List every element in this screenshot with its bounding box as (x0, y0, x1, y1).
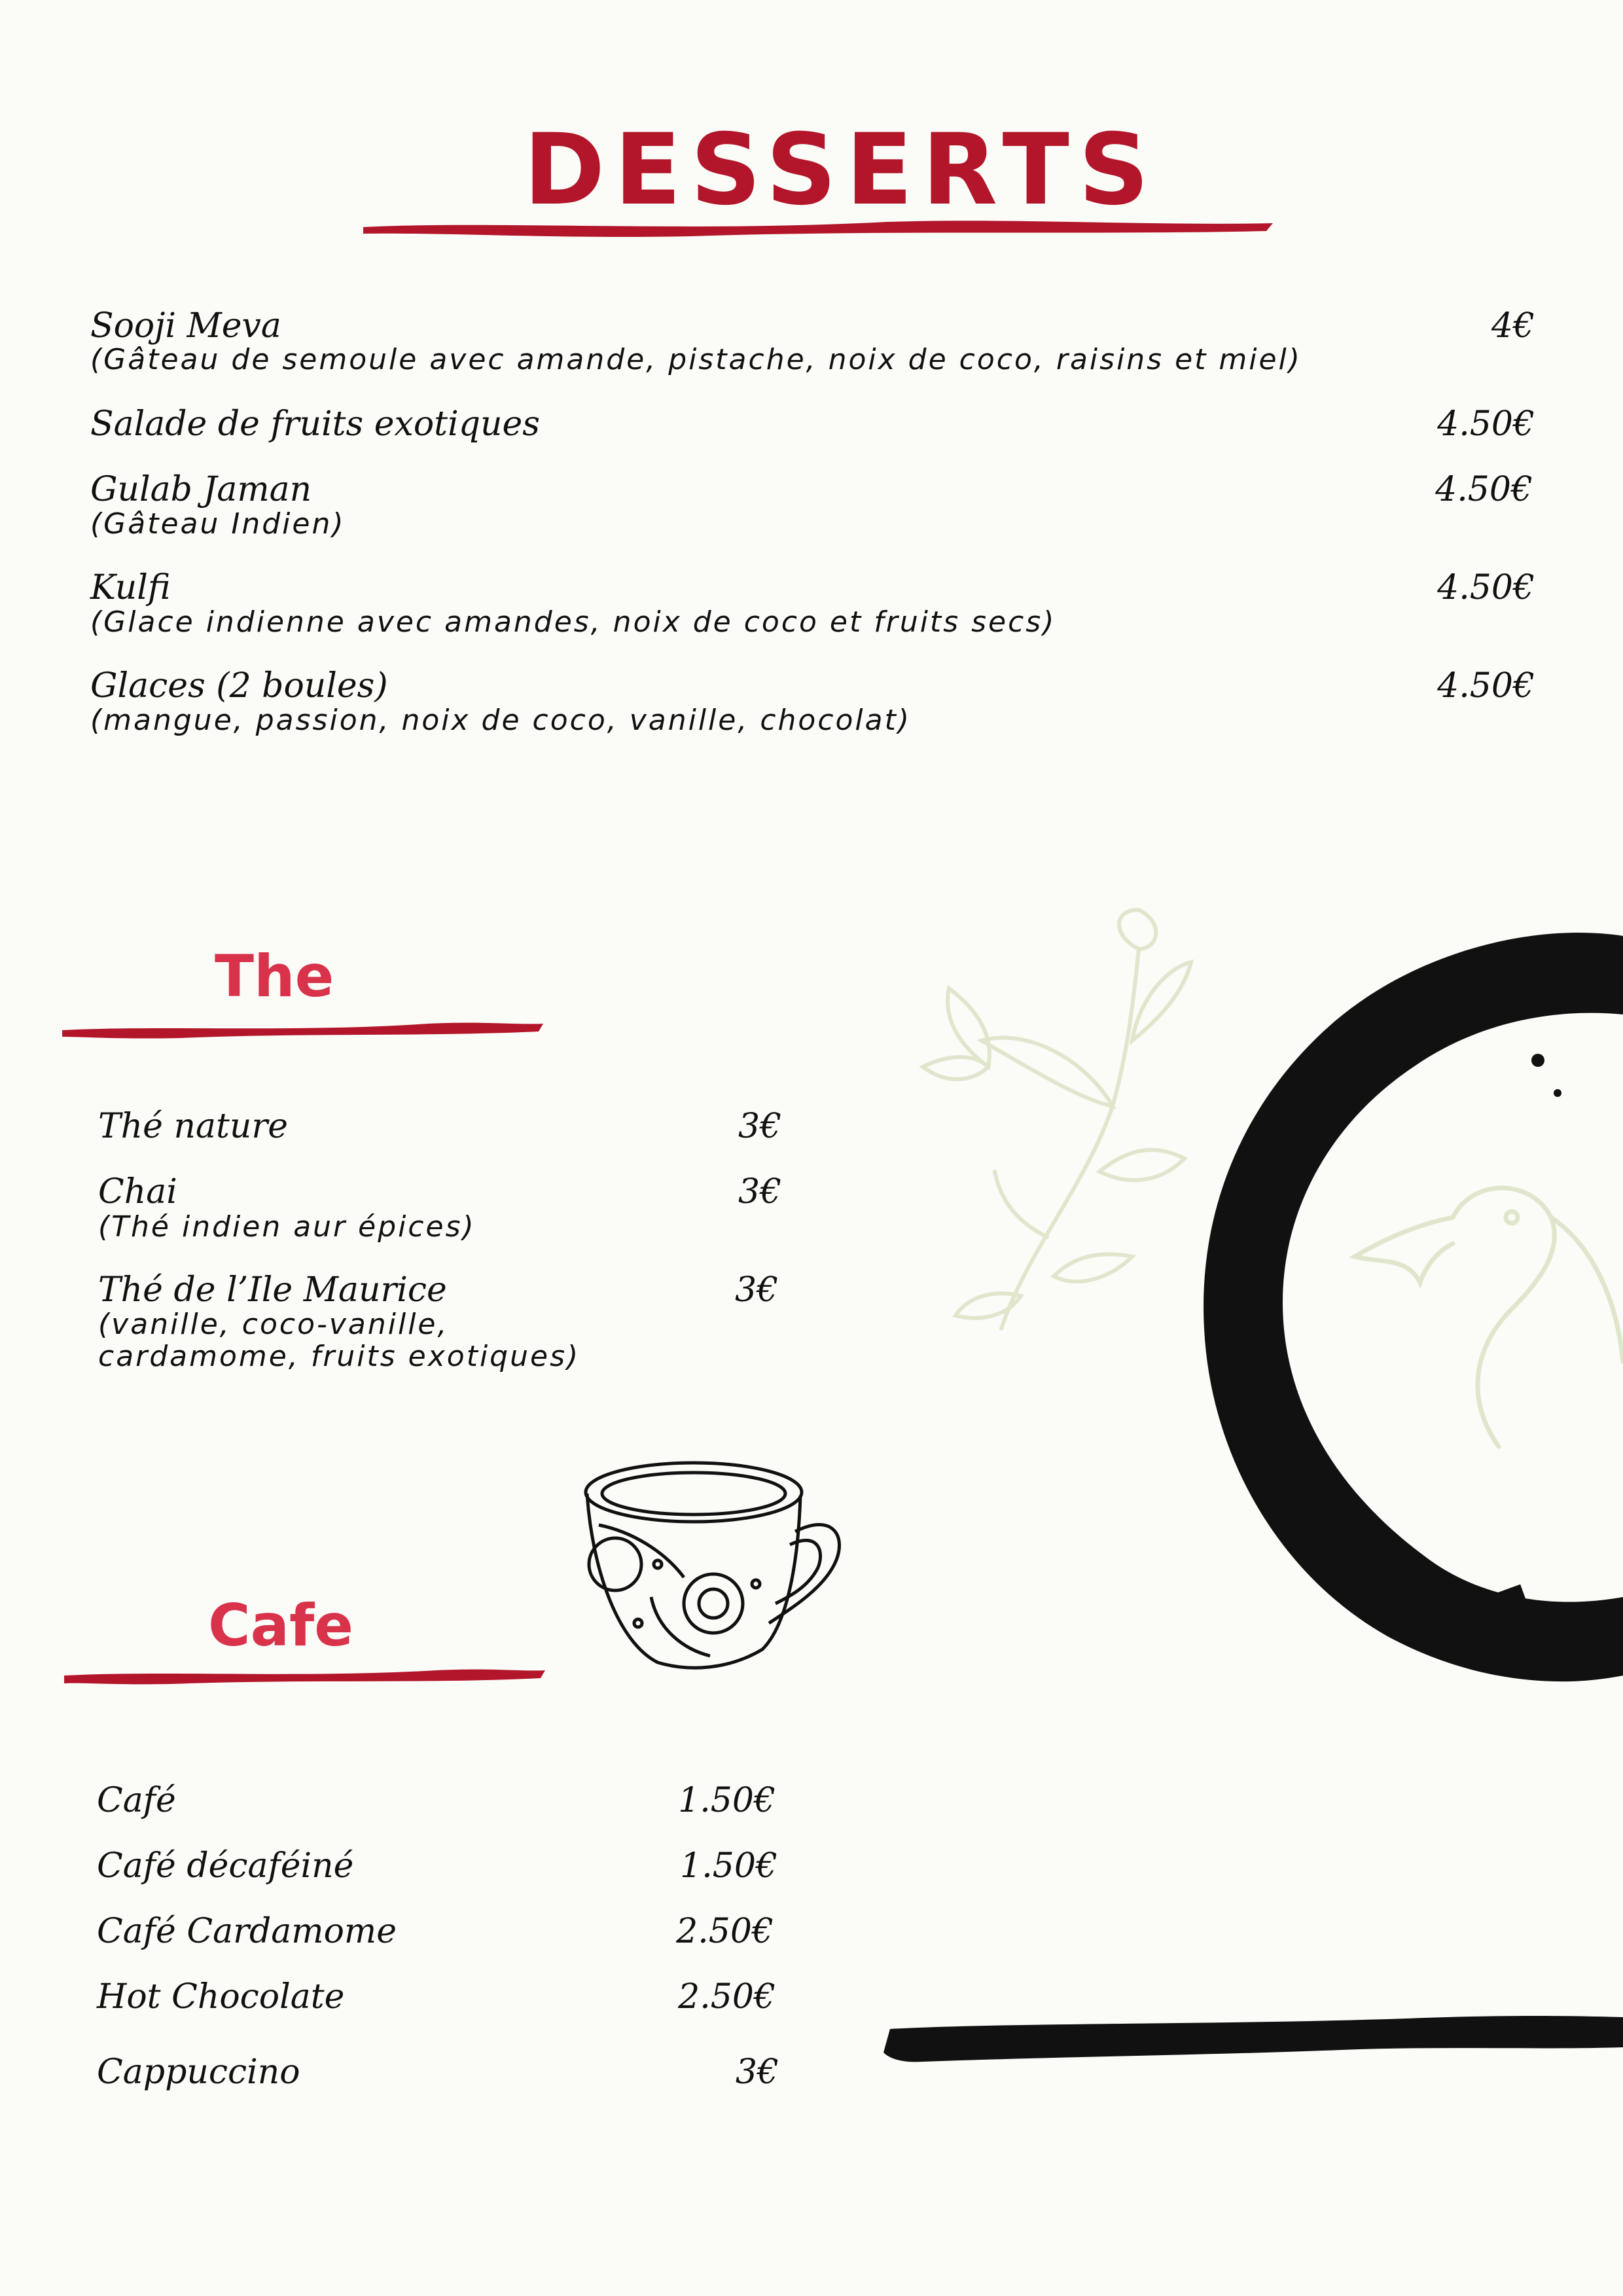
tea-item-desc: cardamome, fruits exotiques) (98, 1340, 580, 1373)
dessert-item-name: Gulab Jaman (90, 470, 312, 509)
coffee-item-price: 2.50€ (678, 1977, 776, 2017)
coffee-item-price: 1.50€ (680, 1846, 777, 1886)
coffee-item-name: Hot Chocolate (97, 1977, 345, 2017)
coffee-item-price: 1.50€ (678, 1781, 776, 1820)
coffee-item-name: Cappuccino (97, 2053, 300, 2092)
tea-item-price: 3€ (735, 1270, 779, 1310)
tea-cup-icon (579, 1453, 854, 1676)
dessert-item-price: 4.50€ (1437, 568, 1535, 607)
coffee-item-price: 3€ (735, 2053, 779, 2092)
tea-item-desc: (Thé indien aur épices) (98, 1210, 476, 1244)
the-title: The (215, 942, 334, 1010)
coffee-item-price: 2.50€ (676, 1912, 774, 1951)
leaf-branch-icon (916, 910, 1198, 1335)
desserts-title: DESSERTS (524, 113, 1158, 227)
coffee-item-name: Café décaféiné (97, 1846, 354, 1886)
tea-item-name: Chai (98, 1172, 177, 1211)
coffee-item-name: Café (97, 1781, 176, 1820)
tea-item-price: 3€ (738, 1172, 782, 1211)
dessert-item-price: 4.50€ (1437, 404, 1535, 444)
brush-stroke-icon (64, 1662, 545, 1686)
dessert-item-desc: (mangue, passion, noix de coco, vanille, chocolat) (90, 704, 912, 737)
dessert-item-name: Salade de fruits exotiques (90, 404, 540, 444)
brush-stroke-icon (62, 1016, 543, 1039)
cafe-title: Cafe (208, 1592, 353, 1659)
dessert-item-price: 4€ (1491, 306, 1535, 346)
black-brush-stroke-icon (883, 2009, 1623, 2068)
dessert-item-desc: (Gâteau Indien) (90, 507, 346, 541)
dessert-item-price: 4.50€ (1435, 470, 1533, 509)
tea-item-name: Thé de l’Ile Maurice (98, 1270, 447, 1310)
tea-item-name: Thé nature (98, 1107, 288, 1146)
coffee-item-name: Café Cardamome (97, 1912, 397, 1951)
tea-item-desc: (vanille, coco-vanille, (98, 1308, 449, 1341)
dessert-item-price: 4.50€ (1437, 666, 1535, 706)
dessert-item-name: Sooji Meva (90, 306, 281, 346)
dessert-item-name: Kulfi (90, 568, 171, 607)
dessert-item-name: Glaces (2 boules) (90, 666, 388, 706)
dodo-bird-icon (1342, 1165, 1623, 1466)
brush-stroke-icon (363, 213, 1273, 239)
tea-item-price: 3€ (738, 1107, 782, 1146)
dessert-item-desc: (Glace indienne avec amandes, noix de coco et fruits secs) (90, 605, 1056, 639)
dessert-item-desc: (Gâteau de semoule avec amande, pistache, noix de coco, raisins et miel) (90, 343, 1302, 376)
